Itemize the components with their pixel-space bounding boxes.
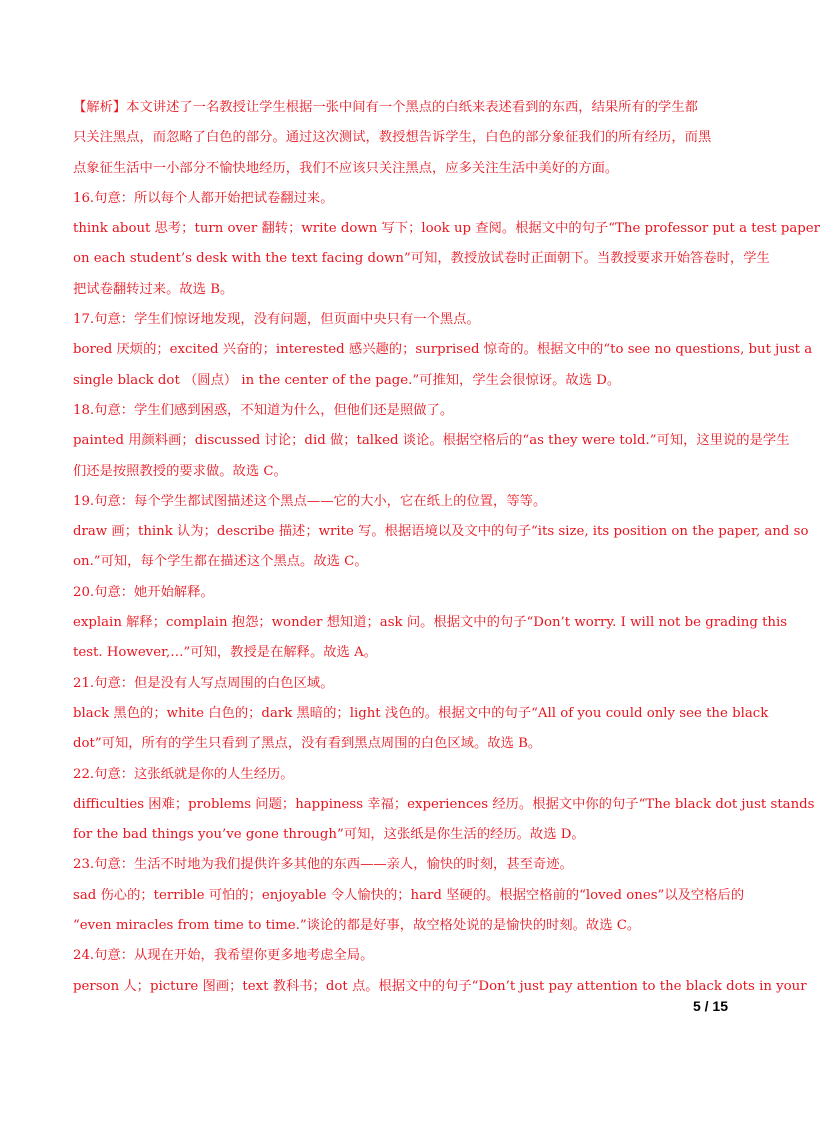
text-line: test. However,…”可知，教授是在解释。故选 A。	[73, 645, 377, 661]
text-line: single black dot （圆点） in the center of the page.”可推知，学生会很惊讶。故选 D。	[73, 372, 621, 388]
analysis-text	[73, 93, 820, 1002]
text-line: difficulties 困难；problems 问题；happiness 幸福；experiences 经历。根据文中你的句子“The black dot just stands	[73, 796, 815, 812]
text-line: 18.句意：学生们感到困惑，不知道为什么，但他们还是照做了。	[73, 402, 454, 418]
text-line: 20.句意：她开始解释。	[73, 584, 214, 600]
text-line: 17.句意：学生们惊讶地发现，没有问题，但页面中央只有一个黑点。	[73, 312, 480, 328]
text-line: “even miracles from time to time.”谈论的都是好事，故空格处说的是愉快的时刻。故选 C。	[73, 918, 641, 934]
text-line: bored 厌烦的；excited 兴奋的；interested 感兴趣的；surprised 惊奇的。根据文中的“to see no questions, but just a	[73, 342, 813, 358]
text-line: dot”可知，所有的学生只看到了黑点，没有看到黑点周围的白色区域。故选 B。	[73, 736, 542, 752]
text-line: 22.句意：这张纸就是你的人生经历。	[73, 766, 294, 782]
text-line: 只关注黑点，而忽略了白色的部分。通过这次测试，教授想告诉学生，白色的部分象征我们的所有经历，而黑	[73, 130, 712, 146]
text-line: on.”可知，每个学生都在描述这个黑点。故选 C。	[73, 554, 368, 570]
text-line: 点象征生活中一小部分不愉快地经历，我们不应该只关注黑点，应多关注生活中美好的方面。	[73, 160, 619, 176]
text-line: draw 画；think 认为；describe 描述；write 写。根据语境以及文中的句子“its size, its position on the paper, and so	[73, 524, 809, 540]
page-number: 5 / 15	[692, 998, 728, 1014]
text-line: 【解析】本文讲述了一名教授让学生根据一张中间有一个黑点的白纸来表述看到的东西，结果所有的学生都	[73, 100, 698, 115]
text-line: 23.句意：生活不时地为我们提供许多其他的东西——亲人，愉快的时刻，甚至奇迹。	[73, 857, 573, 873]
text-line: 16.句意：所以每个人都开始把试卷翻过来。	[73, 190, 334, 206]
text-line: 把试卷翻转过来。故选 B。	[73, 281, 234, 297]
text-line: 21.句意：但是没有人写点周围的白色区域。	[73, 675, 334, 691]
text-line: for the bad things you’ve gone through”可知，这张纸是你生活的经历。故选 D。	[73, 827, 585, 843]
text-line: explain 解释；complain 抱怨；wonder 想知道；ask 问。根据文中的句子“Don’t worry. I will not be grading this	[73, 615, 788, 631]
text-line: black 黑色的；white 白色的；dark 黑暗的；light 浅色的。根据文中的句子“All of you could only see the black	[73, 705, 769, 721]
text-line: 们还是按照教授的要求做。故选 C。	[73, 463, 287, 479]
text-line: 24.句意：从现在开始，我希望你更多地考虑全局。	[73, 948, 374, 964]
text-line: person 人；picture 图画；text 教科书；dot 点。根据文中的句子“Don’t just pay attention to the black dots in your	[73, 978, 807, 994]
text-line: on each student’s desk with the text facing down”可知，教授放试卷时正面朝下。当教授要求开始答卷时，学生	[73, 251, 770, 267]
text-line: sad 伤心的；terrible 可怕的；enjoyable 令人愉快的；hard 坚硬的。根据空格前的“loved ones”以及空格后的	[73, 887, 745, 903]
text-line: painted 用颜料画；discussed 讨论；did 做；talked 谈论。根据空格后的“as they were told.”可知，这里说的是学生	[73, 433, 790, 449]
text-line: think about 思考；turn over 翻转；write down 写下；look up 查阅。根据文中的句子“The professor put a test paper	[73, 221, 820, 237]
text-line: 19.句意：每个学生都试图描述这个黑点——它的大小，它在纸上的位置，等等。	[73, 493, 547, 509]
